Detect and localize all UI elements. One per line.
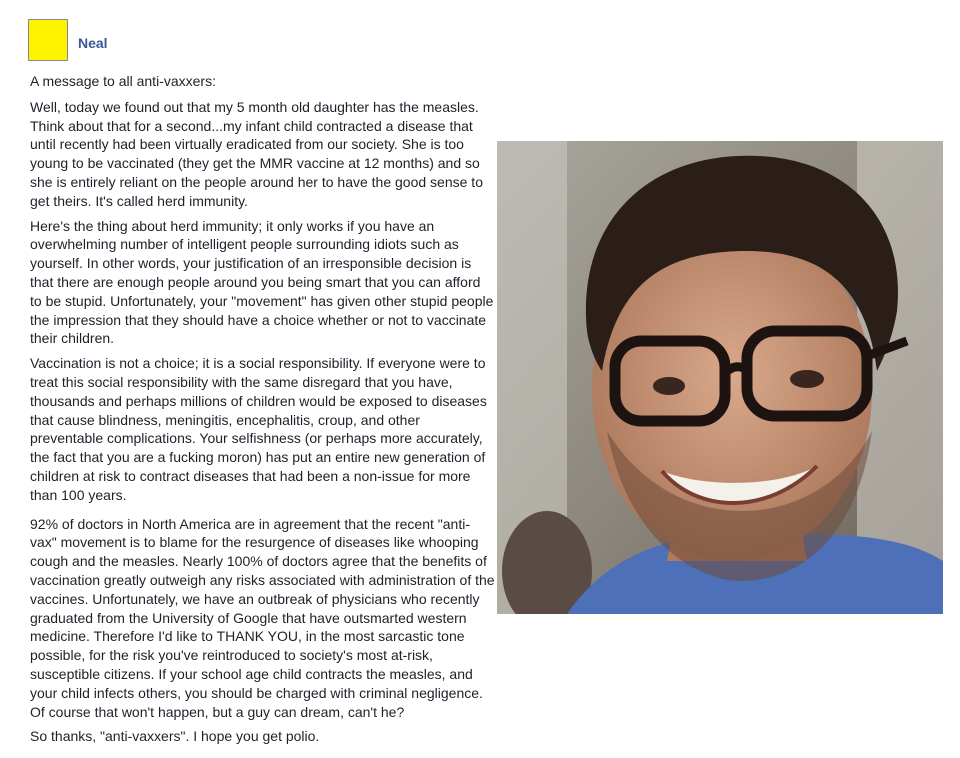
post-paragraph: Vaccination is not a choice; it is a social responsibility. If everyone were to treat this social responsibility with the same disregard that you have, thousands and perhaps millions of children would be exposed to diseases that cause blindness, meningitis, encephalitis, croup, and other preventable complications. Your selfishness (or perhaps more accurately, the fact that you are a fucking moron) has put an entire new generation of children at risk to contract diseases that had been a non-issue for more than 100 years. [30,355,487,503]
post-paragraph: Well, today we found out that my 5 month old daughter has the measles. Think about that for a second...my infant child contracted a disease that until recently had been virtually eradicated from our society. She is too young to be vaccinated (they get the MMR vaccine at 12 months) and so she is entirely reliant on the people around her to have the good sense to get theirs. It's called herd immunity. [30,98,483,209]
post-greeting: A message to all anti-vaxxers: [30,73,216,89]
post-paragraph: So thanks, "anti-vaxxers". I hope you get polio. [30,728,320,745]
post-body [30,72,495,752]
post-paragraph: Here's the thing about herd immunity; it only works if you have an overwhelming number of intelligent people surrounding idiots such as yourself. In other words, your justification of an irresponsible decision is that there are enough people around you being smart that you can afford to be stupid. Unfortunately, your "movement" has given other stupid people the impression that they should have a choice whether or not to vaccinate their children. [30,217,494,347]
author-name[interactable]: Neal [78,35,108,51]
portrait-icon [497,141,943,614]
post-paragraph: 92% of doctors in North America are in agreement that the recent "anti-vax" movement is to blame for the resurgence of diseases like whooping cough and the measles. Nearly 100% of doctors agree that the benefits of vaccination greatly outweigh any risks associated with administration of the vaccines. Unfortunately, we have an outbreak of physicians who recently graduated from the University of Google that have outsmarted western medicine. Therefore I'd like to THANK YOU, in the most sarcastic tone possible, for the risk you've reintroduced to society's most at-risk, susceptible citizens. If your school age child contracts the measles, and your child infects others, you should be charged with criminal negligence. Of course that won't happen, but a guy can dream, can't he? [30,515,495,720]
author-avatar[interactable] [28,19,68,61]
portrait-photo[interactable] [497,141,943,614]
